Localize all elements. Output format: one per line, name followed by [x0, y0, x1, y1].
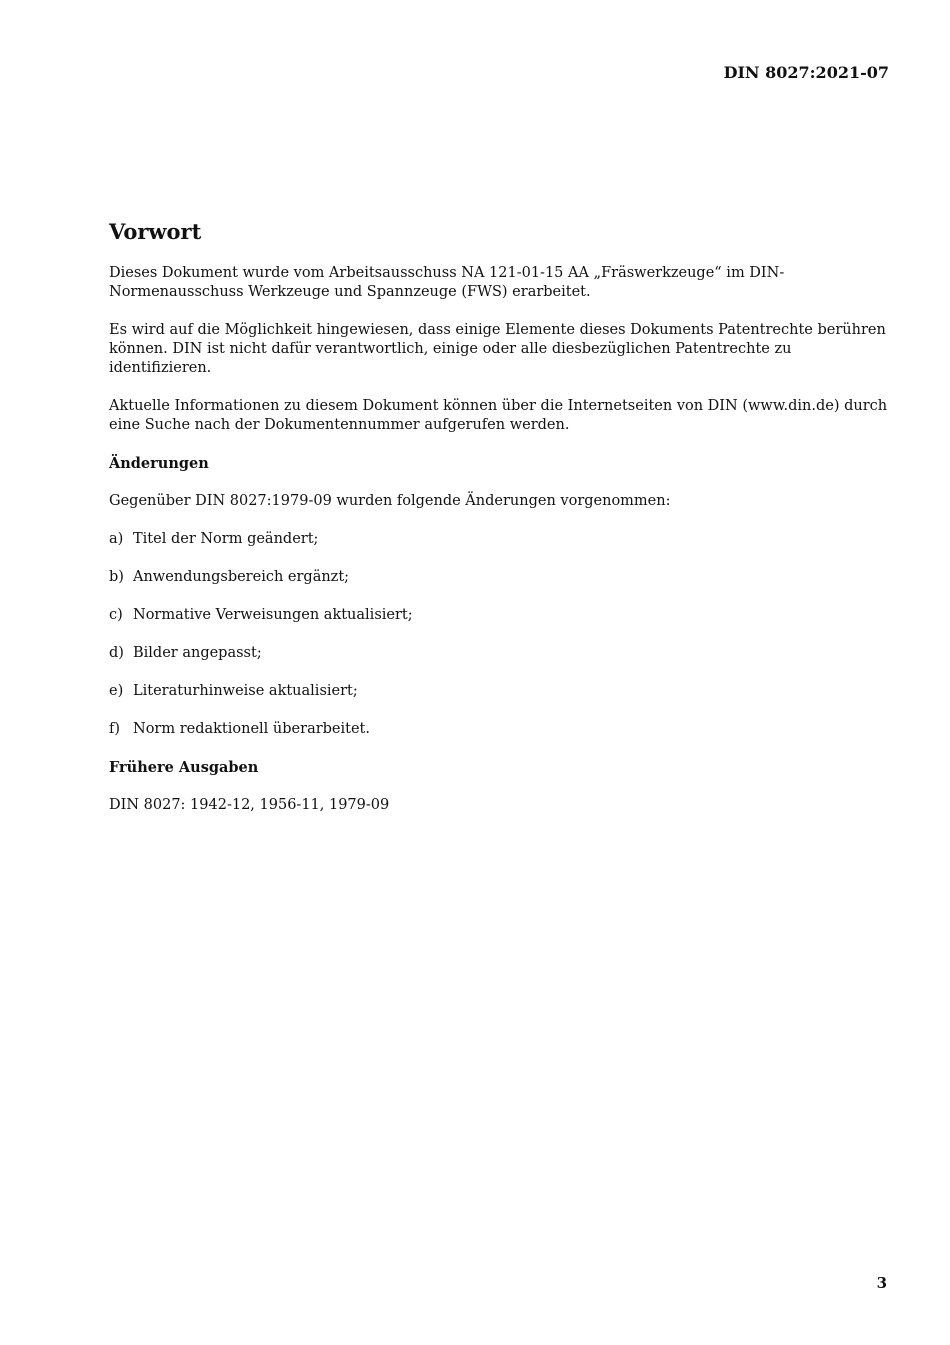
previous-editions-heading: Frühere Ausgaben	[109, 759, 259, 776]
list-item	[109, 530, 889, 549]
list-marker: d)	[109, 645, 124, 661]
section-title: Vorwort	[109, 219, 202, 244]
list-item	[109, 606, 889, 625]
changes-heading: Änderungen	[109, 455, 209, 472]
document-id: DIN 8027:2021-07	[723, 63, 889, 82]
list-item-text: Norm redaktionell überarbeitet.	[133, 721, 370, 737]
list-item	[109, 644, 889, 663]
list-item-text: Titel der Norm geändert;	[133, 531, 319, 547]
previous-editions-text: DIN 8027: 1942-12, 1956-11, 1979-09	[109, 797, 390, 813]
foreword-section	[109, 218, 889, 834]
list-marker: f)	[109, 721, 121, 737]
list-item	[109, 682, 889, 701]
list-item-text: Anwendungsbereich ergänzt;	[133, 569, 350, 585]
list-item	[109, 568, 889, 587]
paragraph-patents: Es wird auf die Möglichkeit hingewiesen, dass einige Elemente dieses Dokuments Patentrechte berühren können. DIN ist nicht dafür verantwortlich, einige oder alle diesbezüglichen Patentrechte zu identifizieren.	[109, 322, 886, 376]
list-item-text: Normative Verweisungen aktualisiert;	[133, 607, 413, 623]
paragraph-committee: Dieses Dokument wurde vom Arbeitsausschuss NA 121-01-15 AA „Fräswerkzeuge“ im DIN-Normenausschuss Werkzeuge und Spannzeuge (FWS) erarbeitet.	[109, 265, 785, 300]
page-number: 3	[876, 1274, 887, 1292]
list-marker: c)	[109, 607, 123, 623]
list-marker: a)	[109, 531, 124, 547]
list-item-text: Literaturhinweise aktualisiert;	[133, 683, 358, 699]
list-marker: e)	[109, 683, 124, 699]
list-item	[109, 720, 889, 739]
list-marker: b)	[109, 569, 124, 585]
list-item-text: Bilder angepasst;	[133, 645, 262, 661]
changes-list	[109, 530, 889, 739]
paragraph-information: Aktuelle Informationen zu diesem Dokument können über die Internetseiten von DIN (www.din.de) durch eine Suche nach der Dokumentennummer aufgerufen werden.	[109, 398, 888, 433]
changes-intro: Gegenüber DIN 8027:1979-09 wurden folgende Änderungen vorgenommen:	[109, 493, 671, 509]
